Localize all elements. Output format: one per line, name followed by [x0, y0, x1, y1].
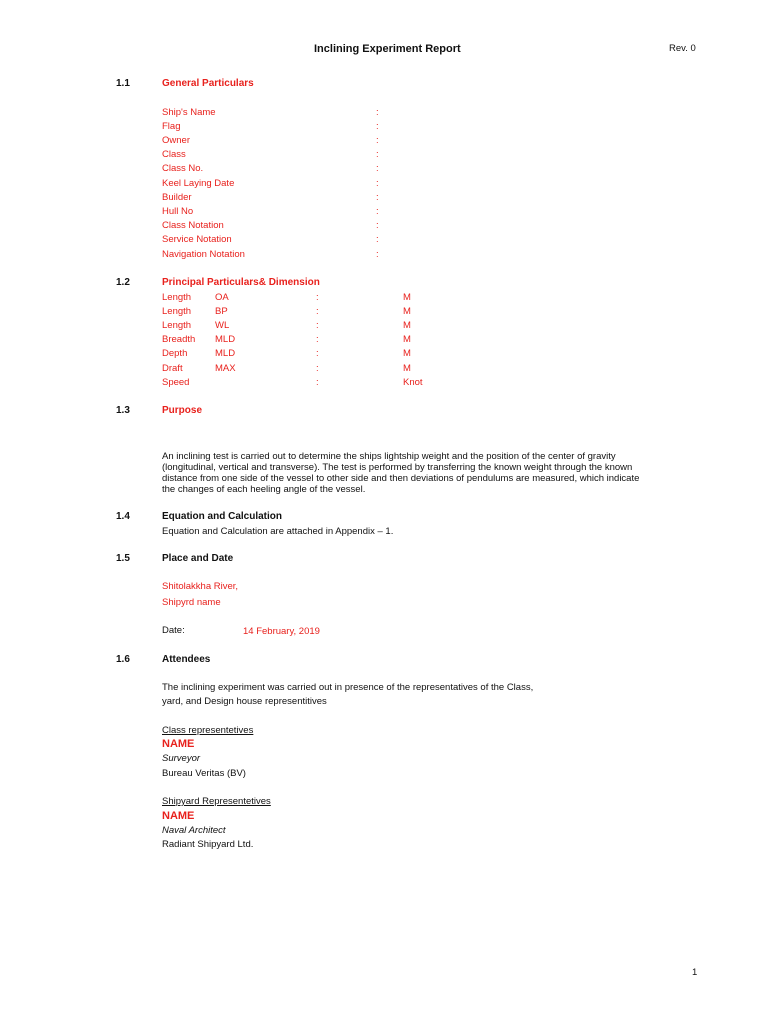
field-label-service-notation: Service Notation	[162, 234, 232, 245]
field-label-hull-no: Hull No	[162, 206, 194, 217]
section-title-purpose: Purpose	[162, 405, 203, 416]
field-colon: :	[376, 220, 379, 231]
equation-text: Equation and Calculation are attached in Appendix – 1.	[162, 526, 394, 537]
field-colon: :	[376, 107, 379, 118]
dimension-colon: :	[316, 363, 319, 374]
section-title-general-particulars: General Particulars	[162, 78, 254, 89]
dimension-label: Draft	[162, 363, 183, 374]
section-number: 1.3	[116, 405, 130, 416]
field-colon: :	[376, 121, 379, 132]
section-number: 1.2	[116, 277, 130, 288]
section-title-equation: Equation and Calculation	[162, 511, 283, 522]
section-number: 1.5	[116, 553, 130, 564]
yard-rep-heading: Shipyard Representetives	[162, 796, 271, 807]
dimension-qualifier: MLD	[215, 334, 236, 345]
dimension-label: Breadth	[162, 334, 196, 345]
attendees-intro-line: The inclining experiment was carried out in presence of the representatives of the Class,	[162, 682, 534, 693]
dimension-colon: :	[316, 334, 319, 345]
dimension-qualifier: OA	[215, 292, 229, 303]
section-title-principal-particulars: Principal Particulars& Dimension	[162, 277, 320, 288]
dimension-qualifier: MAX	[215, 363, 236, 374]
dimension-qualifier: BP	[215, 306, 228, 317]
class-rep-org: Bureau Veritas (BV)	[162, 768, 246, 779]
revision-label: Rev. 0	[669, 43, 696, 54]
field-label-navigation-notation: Navigation Notation	[162, 249, 245, 260]
field-label-ships-name: Ship's Name	[162, 107, 216, 118]
dimension-label: Speed	[162, 377, 190, 388]
dimension-qualifier: MLD	[215, 348, 236, 359]
attendees-intro-line: yard, and Design house representitives	[162, 696, 327, 707]
field-label-class-no: Class No.	[162, 163, 204, 174]
dimension-unit: M	[403, 306, 411, 317]
dimension-label: Length	[162, 306, 192, 317]
dimension-colon: :	[316, 306, 319, 317]
place-line: Shitolakkha River,	[162, 581, 239, 592]
field-label-owner: Owner	[162, 135, 190, 146]
field-colon: :	[376, 149, 379, 160]
date-label: Date:	[162, 625, 185, 636]
yard-rep-name: NAME	[162, 810, 195, 822]
place-line: Shipyrd name	[162, 597, 221, 608]
purpose-paragraph: An inclining test is carried out to determine the ships lightship weight and the position of the center of gravity (longitudinal, vertical and transverse). The test is performed by transferring the known weight through the known distance from one side of the vessel to other side and then deviations of pendulums are measured, which indicate the changes of each heeling angle of the vessel.	[162, 451, 640, 495]
dimension-unit: M	[403, 348, 411, 359]
class-rep-name: NAME	[162, 738, 195, 750]
dimension-unit: M	[403, 363, 411, 374]
dimension-unit: M	[403, 320, 411, 331]
field-label-class-notation: Class Notation	[162, 220, 224, 231]
dimension-label: Length	[162, 320, 192, 331]
field-colon: :	[376, 206, 379, 217]
yard-rep-org: Radiant Shipyard Ltd.	[162, 839, 254, 850]
class-rep-role: Surveyor	[162, 753, 201, 764]
dimension-label: Depth	[162, 348, 188, 359]
dimension-colon: :	[316, 320, 319, 331]
field-label-keel-laying-date: Keel Laying Date	[162, 178, 235, 189]
section-number: 1.6	[116, 654, 130, 665]
dimension-unit: M	[403, 292, 411, 303]
section-number: 1.4	[116, 511, 130, 522]
field-colon: :	[376, 249, 379, 260]
yard-rep-role: Naval Architect	[162, 825, 226, 836]
dimension-colon: :	[316, 377, 319, 388]
field-label-class: Class	[162, 149, 186, 160]
dimension-label: Length	[162, 292, 192, 303]
page-number: 1	[692, 967, 698, 978]
dimension-unit: Knot	[403, 377, 423, 388]
report-title: Inclining Experiment Report	[314, 43, 461, 55]
field-colon: :	[376, 178, 379, 189]
section-number: 1.1	[116, 78, 130, 89]
dimension-colon: :	[316, 348, 319, 359]
field-colon: :	[376, 192, 379, 203]
date-value: 14 February, 2019	[243, 626, 320, 637]
class-rep-heading: Class representetives	[162, 725, 254, 736]
field-colon: :	[376, 234, 379, 245]
dimension-colon: :	[316, 292, 319, 303]
dimension-qualifier: WL	[215, 320, 230, 331]
field-label-flag: Flag	[162, 121, 181, 132]
field-colon: :	[376, 135, 379, 146]
section-title-attendees: Attendees	[162, 654, 211, 665]
section-title-place-date: Place and Date	[162, 553, 234, 564]
field-label-builder: Builder	[162, 192, 192, 203]
dimension-unit: M	[403, 334, 411, 345]
field-colon: :	[376, 163, 379, 174]
